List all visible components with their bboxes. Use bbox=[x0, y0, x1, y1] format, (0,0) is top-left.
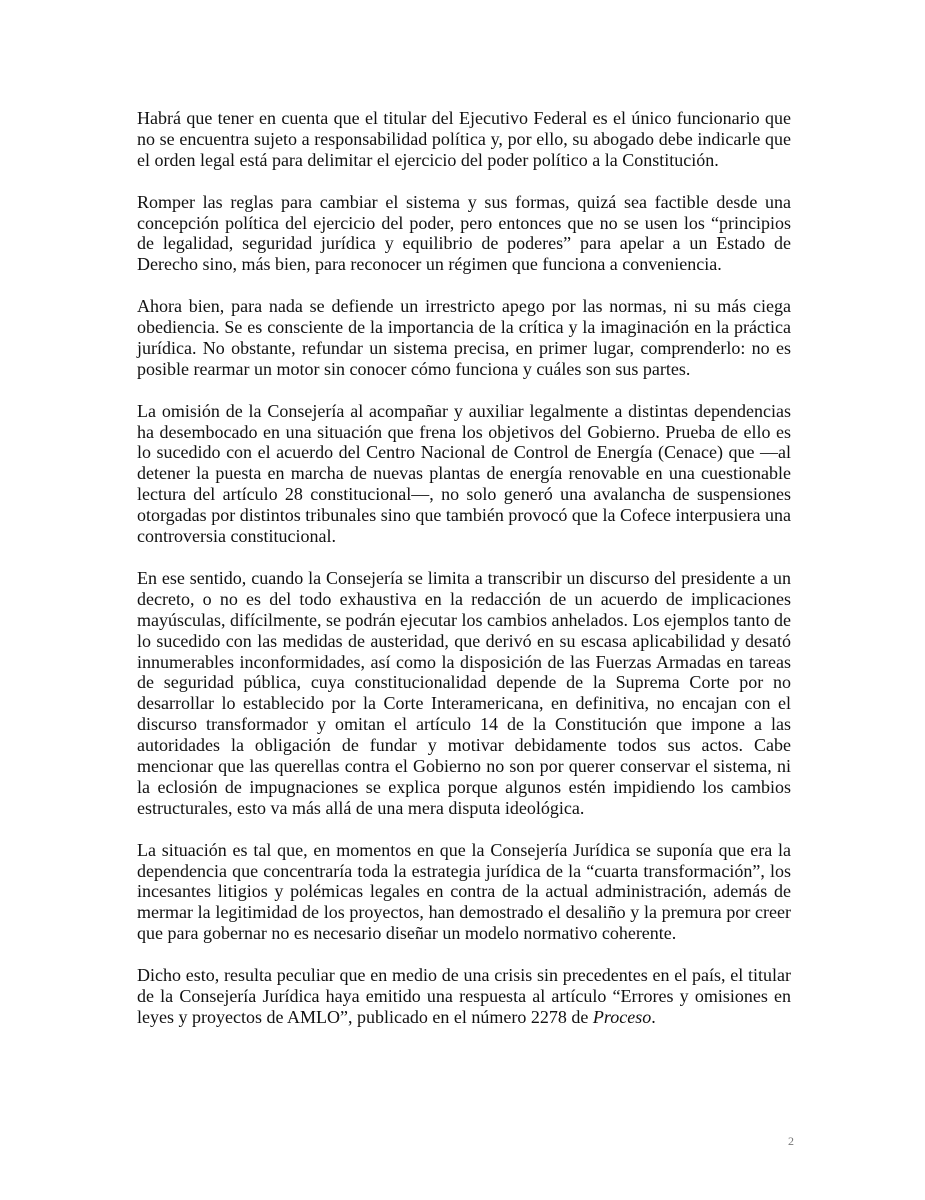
paragraph-last bbox=[137, 965, 791, 1028]
paragraph-text: Dicho esto, resulta peculiar que en medio de una crisis sin precedentes en el país, el titular de la Consejería Jurídica haya emitido una respuesta al artículo “Errores y omisiones en leyes y proyectos de AMLO”, publicado en el número 2278 de bbox=[137, 965, 791, 1027]
paragraph: La omisión de la Consejería al acompañar y auxiliar legalmente a distintas dependencias ha desembocado en una situación que frena los objetivos del Gobierno. Prueba de ello es lo sucedido con el acuerdo del Centro Nacional de Control de Energía (Cenace) que —al detener la puesta en marcha de nuevas plantas de energía renovable en una cuestionable lectura del artículo 28 constitucional—, no solo generó una avalancha de suspensiones otorgadas por distintos tribunales sino que también provocó que la Cofece interpusiera una controversia constitucional. bbox=[137, 400, 791, 547]
page-number: 2 bbox=[788, 1134, 794, 1148]
paragraph: Romper las reglas para cambiar el sistema y sus formas, quizá sea factible desde una concepción política del ejercicio del poder, pero entonces que no se usen los “principios de legalidad, seguridad jurídica y equilibrio de poderes” para apelar a un Estado de Derecho sino, más bien, para reconocer un régimen que funciona a conveniencia. bbox=[137, 191, 791, 275]
paragraph-end: . bbox=[651, 1006, 656, 1027]
paragraph: Ahora bien, para nada se defiende un irrestricto apego por las normas, ni su más ciega obediencia. Se es consciente de la importancia de la crítica y la imaginación en la práctica jurídica. No obstante, refundar un sistema precisa, en primer lugar, comprenderlo: no es posible rearmar un motor sin conocer cómo funciona y cuáles son sus partes. bbox=[137, 296, 791, 379]
body-text bbox=[137, 108, 791, 1028]
paragraph: En ese sentido, cuando la Consejería se limita a transcribir un discurso del presidente a un decreto, o no es del todo exhaustiva en la redacción de un acuerdo de implicaciones mayúsculas, difícilmente, se podrán ejecutar los cambios anhelados. Los ejemplos tanto de lo sucedido con las medidas de austeridad, que derivó en su escasa aplicabilidad y desató innumerables inconformidades, así como la disposición de las Fuerzas Armadas en tareas de seguridad pública, cuya constitucionalidad depende de la Suprema Corte por no desarrollar lo establecido por la Corte Interamericana, en definitiva, no encajan con el discurso transformador y omitan el artículo 14 de la Constitución que impone a las autoridades la obligación de fundar y motivar debidamente todos sus actos. Cabe mencionar que las querellas contra el Gobierno no son por querer conservar el sistema, ni la eclosión de impugnaciones se explica porque algunos estén impidiendo los cambios estructurales, esto va más allá de una mera disputa ideológica. bbox=[137, 567, 791, 818]
paragraph: Habrá que tener en cuenta que el titular del Ejecutivo Federal es el único funcionario que no se encuentra sujeto a responsabilidad política y, por ello, su abogado debe indicarle que el orden legal está para delimitar el ejercicio del poder político a la Constitución. bbox=[137, 108, 791, 170]
publication-title: Proceso bbox=[592, 1006, 652, 1027]
paragraph: La situación es tal que, en momentos en que la Consejería Jurídica se suponía que era la dependencia que concentraría toda la estrategia jurídica de la “cuarta transformación”, los incesantes litigios y polémicas legales en contra de la actual administración, además de mermar la legitimidad de los proyectos, han demostrado el desaliño y la premura por creer que para gobernar no es necesario diseñar un modelo normativo coherente. bbox=[137, 839, 791, 944]
